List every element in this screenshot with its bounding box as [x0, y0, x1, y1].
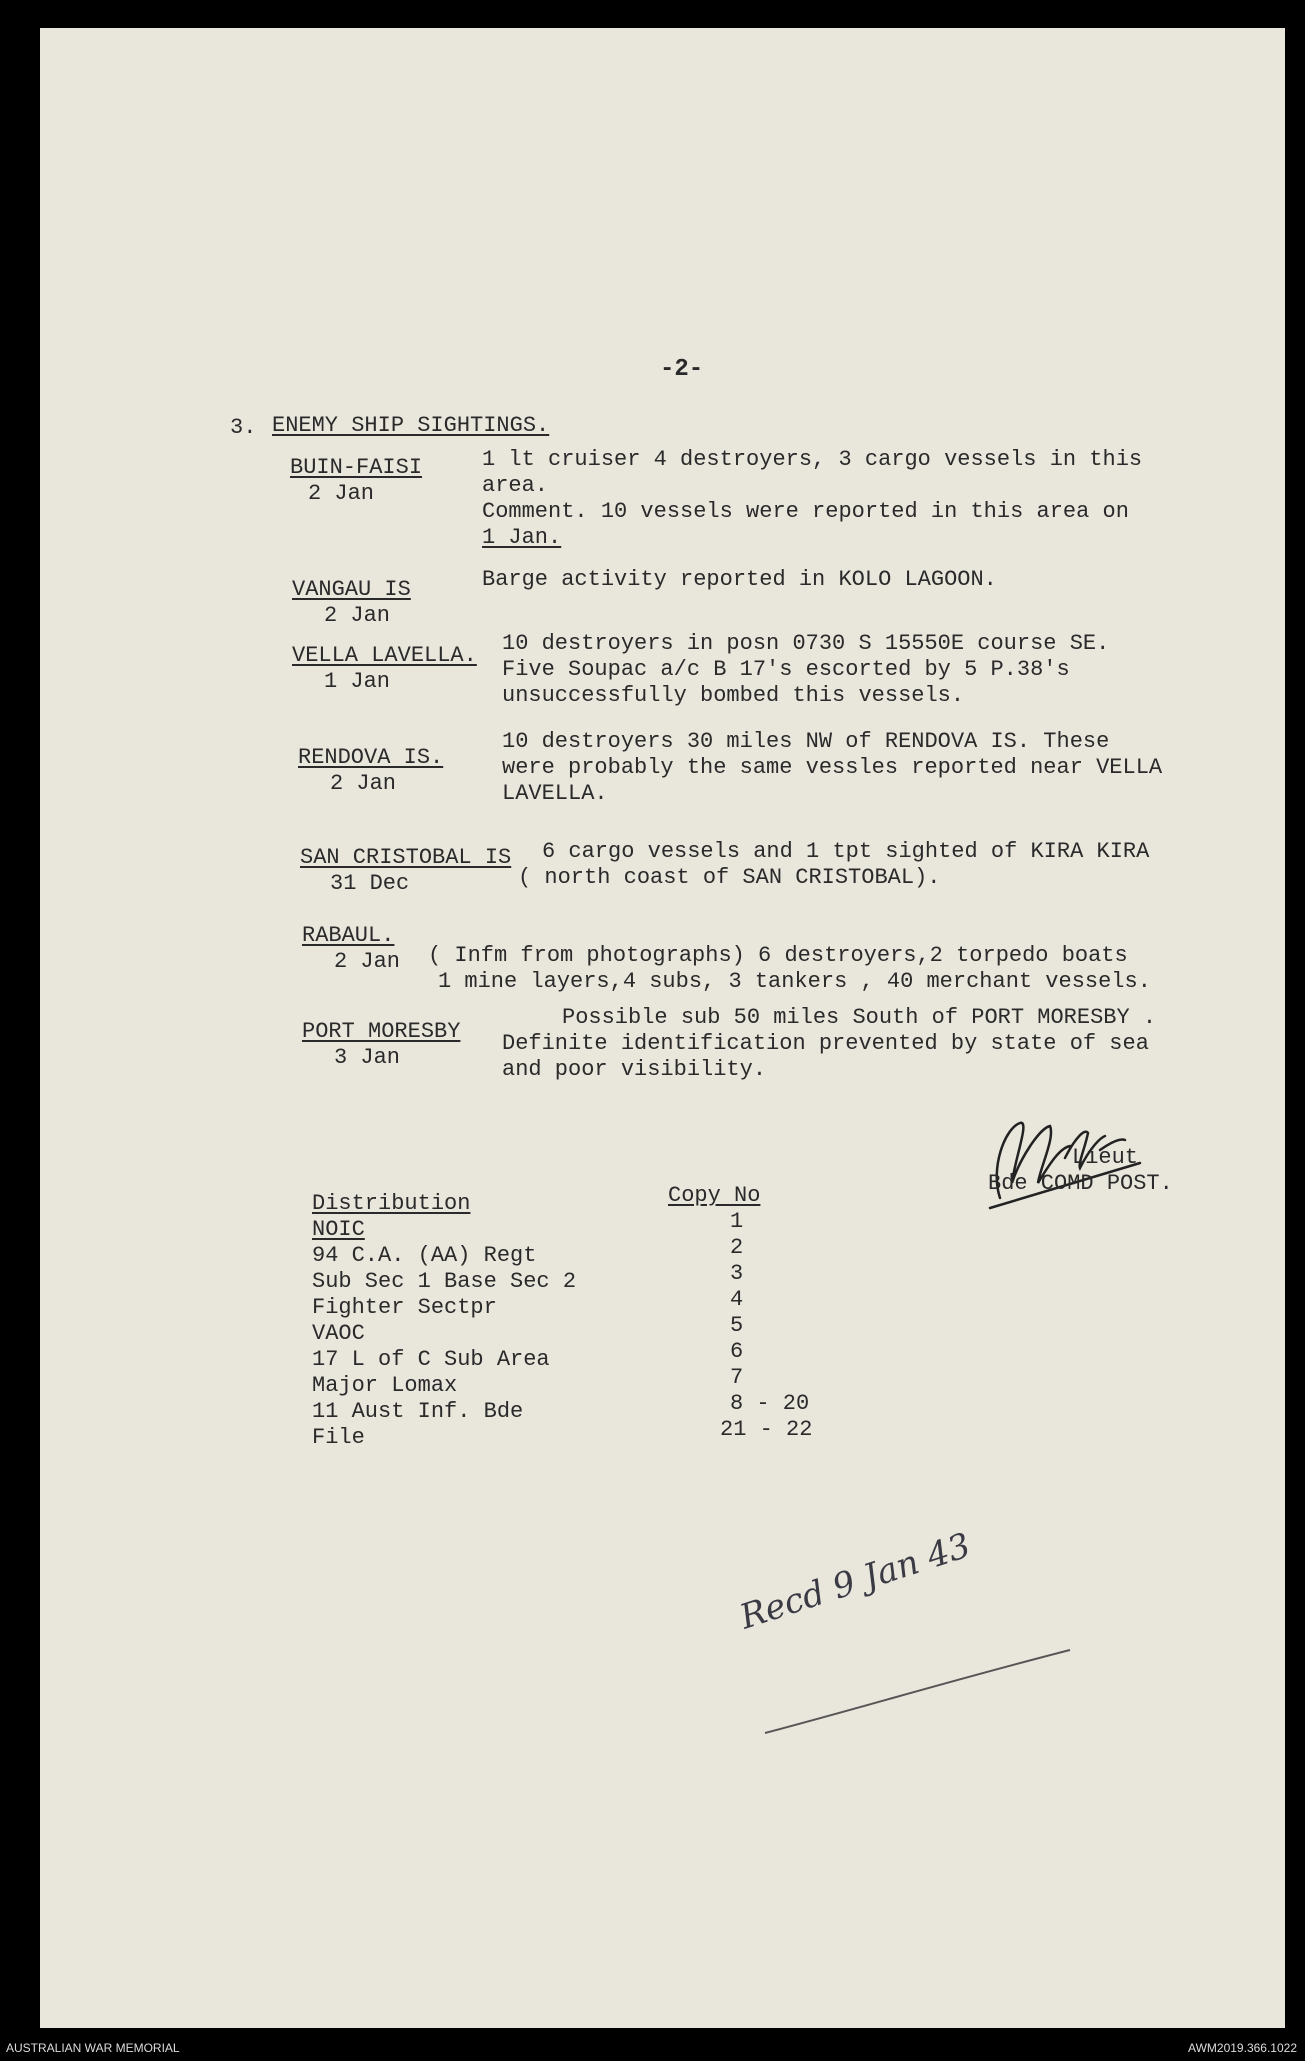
copy-number: 2	[730, 1235, 744, 1260]
entry-line: area.	[482, 473, 549, 498]
copy-header: Copy No	[668, 1183, 761, 1208]
entry-place: VELLA LAVELLA.	[292, 643, 477, 668]
distribution-recipient: Major Lomax	[312, 1373, 458, 1398]
copy-number: 4	[730, 1287, 744, 1312]
distribution-recipient: File	[312, 1425, 365, 1450]
entry-line: ( north coast of SAN CRISTOBAL).	[518, 865, 941, 890]
entry-date: 3 Jan	[334, 1045, 401, 1070]
section-title: ENEMY SHIP SIGHTINGS.	[272, 413, 550, 438]
entry-line: Comment. 10 vessels were reported in this area on	[482, 499, 1129, 524]
distribution-recipient: NOIC	[312, 1217, 365, 1242]
distribution-recipient: 17 L of C Sub Area	[312, 1347, 550, 1372]
entry-date: 2 Jan	[330, 771, 397, 796]
entry-line: LAVELLA.	[502, 781, 608, 806]
copy-number: 1	[730, 1209, 744, 1234]
distribution-recipient: VAOC	[312, 1321, 365, 1346]
entry-place: RENDOVA IS.	[298, 745, 444, 770]
handwritten-received-note: Recd 9 Jan 43	[735, 1525, 976, 1638]
copy-number: 6	[730, 1339, 744, 1364]
entry-line: 10 destroyers 30 miles NW of RENDOVA IS. These	[502, 729, 1110, 754]
entry-date: 31 Dec	[330, 871, 410, 896]
footer-left: AUSTRALIAN WAR MEMORIAL	[6, 2041, 180, 2055]
distribution-header: Distribution	[312, 1191, 471, 1216]
entry-line: 6 cargo vessels and 1 tpt sighted of KIRA KIRA	[542, 839, 1150, 864]
entry-line: and poor visibility.	[502, 1057, 767, 1082]
entry-date: 2 Jan	[334, 949, 401, 974]
handwritten-underline	[760, 1638, 1080, 1738]
copy-number: 7	[730, 1365, 744, 1390]
entry-place: PORT MORESBY	[302, 1019, 461, 1044]
distribution-recipient: 11 Aust Inf. Bde	[312, 1399, 524, 1424]
footer-right: AWM2019.366.1022	[1188, 2041, 1297, 2055]
entry-date: 2 Jan	[324, 603, 391, 628]
entry-line: ( Infm from photographs) 6 destroyers,2 torpedo boats	[428, 943, 1128, 968]
entry-place: SAN CRISTOBAL IS	[300, 845, 512, 870]
entry-line: were probably the same vessles reported near VELLA	[502, 755, 1163, 780]
entry-line: 1 lt cruiser 4 destroyers, 3 cargo vessels in this	[482, 447, 1143, 472]
entry-line: Possible sub 50 miles South of PORT MORESBY .	[562, 1005, 1157, 1030]
copy-number: 5	[730, 1313, 744, 1338]
entry-place: VANGAU IS	[292, 577, 411, 602]
document-page	[40, 28, 1285, 2028]
section-number: 3.	[230, 415, 257, 440]
signature-unit: Bde COMD POST.	[988, 1171, 1173, 1196]
entry-line: 10 destroyers in posn 0730 S 15550E course SE.	[502, 631, 1110, 656]
entry-line: 1 mine layers,4 subs, 3 tankers , 40 merchant vessels.	[438, 969, 1151, 994]
entry-place: RABAUL.	[302, 923, 395, 948]
copy-number: 3	[730, 1261, 744, 1286]
distribution-recipient: Fighter Sectpr	[312, 1295, 497, 1320]
distribution-recipient: Sub Sec 1 Base Sec 2	[312, 1269, 577, 1294]
distribution-recipient: 94 C.A. (AA) Regt	[312, 1243, 537, 1268]
signature-rank: Lieut	[1072, 1145, 1139, 1170]
copy-number: 21 - 22	[720, 1417, 813, 1442]
entry-line: Barge activity reported in KOLO LAGOON.	[482, 567, 997, 592]
entry-date: 2 Jan	[308, 481, 375, 506]
entry-line: Definite identification prevented by state of sea	[502, 1031, 1149, 1056]
copy-number: 8 - 20	[730, 1391, 810, 1416]
entry-date: 1 Jan	[324, 669, 391, 694]
entry-line: Five Soupac a/c B 17's escorted by 5 P.38's	[502, 657, 1070, 682]
page-number: -2-	[660, 356, 704, 383]
entry-line: unsuccessfully bombed this vessels.	[502, 683, 965, 708]
entry-place: BUIN-FAISI	[290, 455, 423, 480]
entry-line: 1 Jan.	[482, 525, 562, 550]
